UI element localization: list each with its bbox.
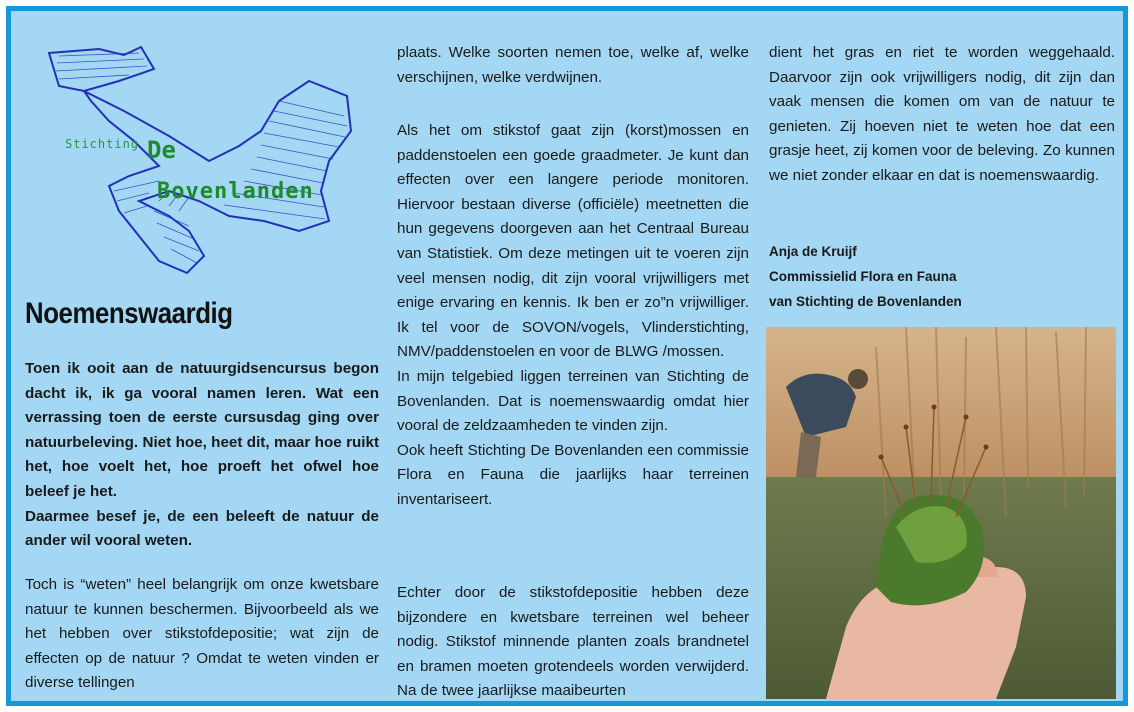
moss-photo [766,327,1116,699]
col1-body [25,573,379,696]
intro-paragraph: Daarmee besef je, de een beleeft de natuur de ander wil vooral weten. [25,507,379,550]
body-paragraph: Echter door de stikstofdepositie hebben deze bijzondere en kwetsbare terreinen wel beheer nodig. Stikstof minnende planten zoals brandnetel en bramen moeten grotendeels worden verwijderd. Na de twee jaarlijkse maaibeurten [397,584,749,700]
signature [769,239,962,314]
signature-name: Anja de Kruijf [769,244,857,259]
signature-role: Commissielid Flora en Fauna [769,269,957,284]
body-paragraph: In mijn telgebied liggen terreinen van Stichting de Bovenlanden. Dat is noemenswaardig omdat hier vooral de zeldzaamheden te vinden zijn. [397,367,749,435]
signature-org: van Stichting de Bovenlanden [769,294,962,309]
intro-paragraph: Toen ik ooit aan de natuurgidsencursus begon dacht ik, ik ga vooral namen leren. Wat een verrassing toen de eerste cursusdag ging over natuurbeleving. Niet hoe, heet dit, maar hoe ruikt het, hoe voelt het, hoe proeft het ofwel hoe beleef je het. [25,360,379,500]
article-title: Noemenswaardig [25,297,233,330]
logo-de-text: De [147,136,176,164]
body-paragraph: plaats. Welke soorten nemen toe, welke af, welke verschijnen, welke verdwijnen. [397,44,749,86]
body-paragraph: dient het gras en riet te worden weggehaald. Daarvoor zijn ook vrijwilligers nodig, dit zijn dan vaak mensen die komen om van de natuur te genieten. Zij hoeven niet te weten hoe dat een grasje heet, zij komen voor de beleving. Zo kunnen we niet zonder elkaar en dat is noemenswaardig. [769,44,1115,184]
body-paragraph: Als het om stikstof gaat zijn (korst)mossen en paddenstoelen een goede graadmeter. Je kunt dan effecten over een langere periode monitoren. Hiervoor bestaan diverse (officiële) meetnetten die hun gegevens doorgeven aan het Centraal Bureau van Statistiek. Om deze metingen uit te voeren zijn veel mensen nodig, dit zijn vooral vrijwilligers met enige ervaring en kennis. Ik ben er zo”n vrijwilliger. Ik tel voor de SOVON/vogels, Vlinderstichting, NMV/paddenstoelen en voor de BLWG /mossen. [397,122,749,361]
map-outline-icon [29,41,359,281]
bovenlanden-logo [29,41,359,281]
article-page [6,6,1128,706]
moss-in-hand-image-icon [766,327,1116,699]
logo-stichting-text: Stichting [65,137,140,151]
body-paragraph: Toch is “weten” heel belangrijk om onze kwetsbare natuur te kunnen beschermen. Bijvoorbeeld als we het hebben over stikstofdepositie; wat zijn de effecten op de natuur ? Omdat te weten vinden er diverse tellingen [25,576,379,692]
body-paragraph: Ook heeft Stichting De Bovenlanden een commissie Flora en Fauna die jaarlijks haar terreinen inventariseert. [397,441,749,508]
intro-block [25,357,379,554]
logo-bovenlanden-text: Bovenlanden [157,179,314,204]
